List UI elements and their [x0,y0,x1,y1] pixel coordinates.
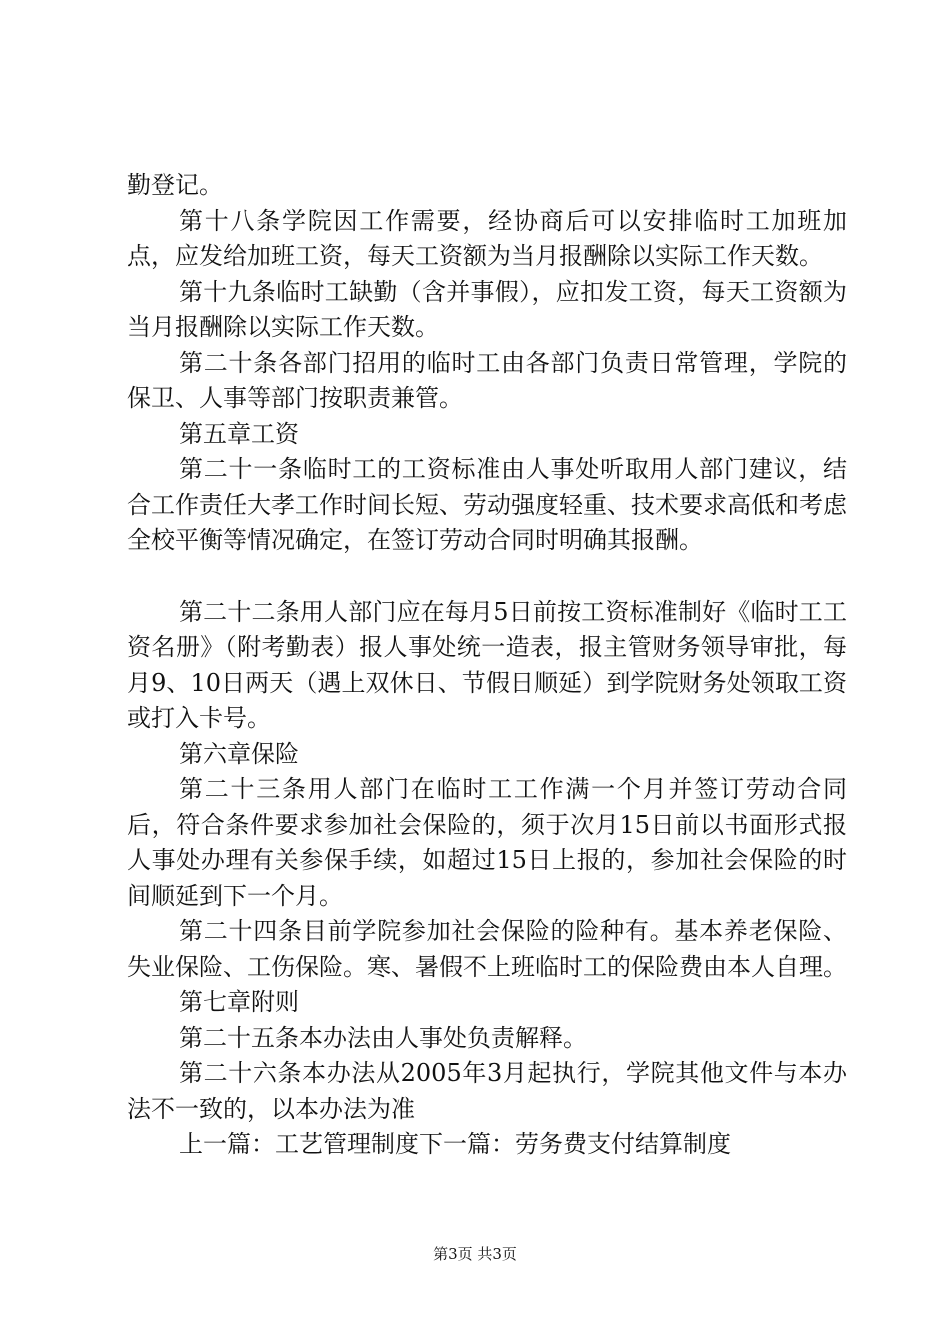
page-number-footer: 第3页 共3页 [433,1245,517,1263]
article-20-paragraph: 第二十条各部门招用的临时工由各部门负责日常管理，学院的保卫、人事等部门按职责兼管。 [127,348,847,412]
article-23-paragraph: 第二十三条用人部门在临时工工作满一个月并签订劳动合同后，符合条件要求参加社会保险的，须于次月15日前以书面形式报人事处办理有关参保手续，如超过15日上报的，参加社会保险的时间顺延到下一个月。 [127,775,847,910]
article-24-paragraph: 第二十四条目前学院参加社会保险的险种有。基本养老保险、失业保险、工伤保险。寒、暑假不上班临时工的保险费由本人自理。 [127,917,847,981]
chapter-6-heading: 第六章保险 [179,739,299,768]
chapter-7-heading: 第七章附则 [179,988,299,1016]
paragraph-continued: 勤登记。 [127,171,223,199]
prev-next-navigation[interactable]: 上一篇：工艺管理制度下一篇：劳务费支付结算制度 [179,1130,731,1158]
article-22-paragraph: 第二十二条用人部门应在每月5日前按工资标准制好《临时工工资名册》（附考勤表）报人事处统一造表，报主管财务领导审批，每月9、10日两天（遇上双休日、节假日顺延）到学院财务处领取工资或打入卡号。 [127,597,847,732]
article-21-paragraph: 第二十一条临时工的工资标准由人事处听取用人部门建议，结合工作责任大孝工作时间长短、劳动强度轻重、技术要求高低和考虑全校平衡等情况确定，在签订劳动合同时明确其报酬。 [127,455,847,554]
article-18-paragraph: 第十八条学院因工作需要，经协商后可以安排临时工加班加点，应发给加班工资，每天工资额为当月报酬除以实际工作天数。 [127,206,847,270]
article-26-paragraph: 第二十六条本办法从2005年3月起执行，学院其他文件与本办法不一致的，以本办法为准 [127,1059,847,1123]
chapter-5-heading: 第五章工资 [179,419,299,448]
document-body [127,168,847,1163]
article-25-paragraph: 第二十五条本办法由人事处负责解释。 [179,1023,587,1052]
article-19-paragraph: 第十九条临时工缺勤（含并事假），应扣发工资，每天工资额为当月报酬除以实际工作天数。 [127,277,847,341]
